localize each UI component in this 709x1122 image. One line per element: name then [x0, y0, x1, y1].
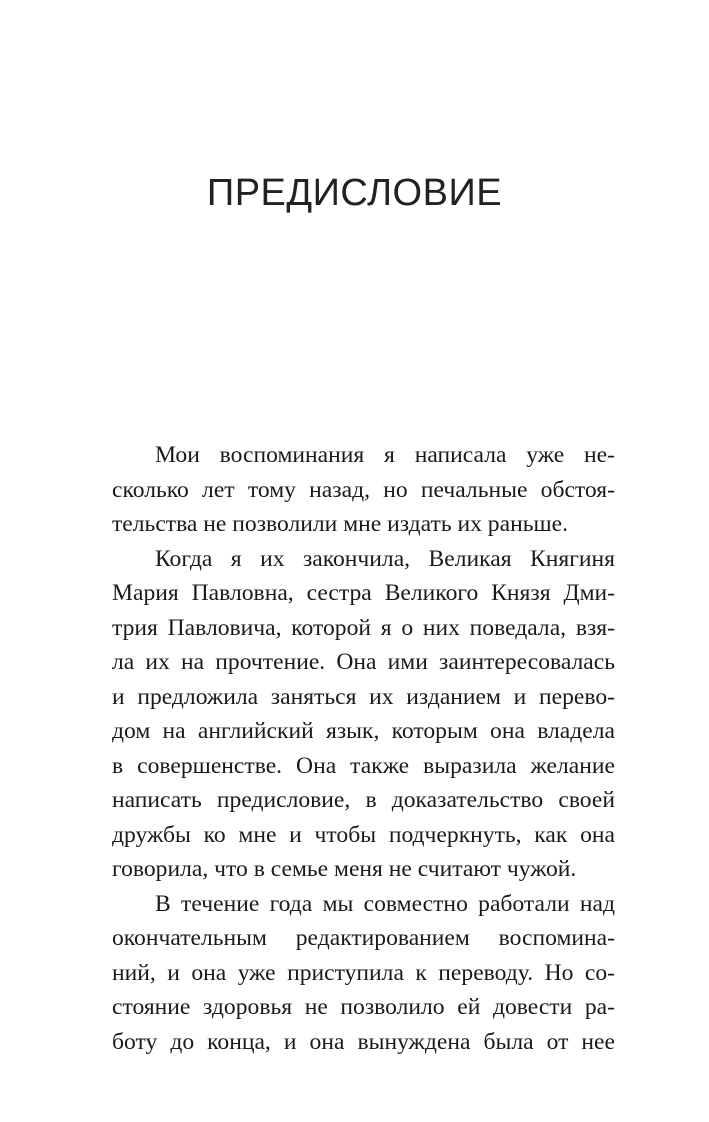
text-line: Когда я их закончила, Великая Княгиня — [155, 545, 615, 572]
text-line: окончательным редактированием воспомина- — [112, 925, 615, 951]
text-line: стояние здоровья не позволило ей довести ра- — [112, 994, 615, 1020]
text-line: дружбы ко мне и чтобы подчеркнуть, как она — [112, 821, 615, 848]
text-line: говорила, что в семье меня не считают чужой. — [112, 856, 577, 882]
text-line: трия Павловича, которой я о них поведала, взя- — [112, 614, 615, 641]
text-line: написать предисловие, в доказательство своей — [112, 787, 615, 813]
text-line: Мои воспоминания я написала уже не- — [155, 442, 615, 468]
text-line: в совершенстве. Она также выразила желание — [112, 752, 615, 779]
body-text — [112, 438, 615, 1059]
text-line: сколько лет тому назад, но печальные обстоя- — [112, 476, 615, 503]
text-line: ла их на прочтение. Она ими заинтересовалась — [112, 649, 615, 675]
chapter-title: ПРЕДИСЛОВИЕ — [206, 172, 503, 214]
text-line: боту до конца, и она вынуждена была от нее — [112, 1028, 615, 1055]
text-line: Мария Павловна, сестра Великого Князя Дми- — [112, 580, 615, 606]
text-line: В течение года мы совместно работали над — [155, 890, 615, 917]
text-line: и предложила заняться их изданием и перево- — [112, 683, 615, 710]
text-line: ний, и она уже приступила к переводу. Но со- — [112, 959, 615, 986]
text-line: дом на английский язык, которым она владела — [112, 718, 615, 744]
text-line: тельства не позволили мне издать их раньше. — [112, 511, 568, 537]
